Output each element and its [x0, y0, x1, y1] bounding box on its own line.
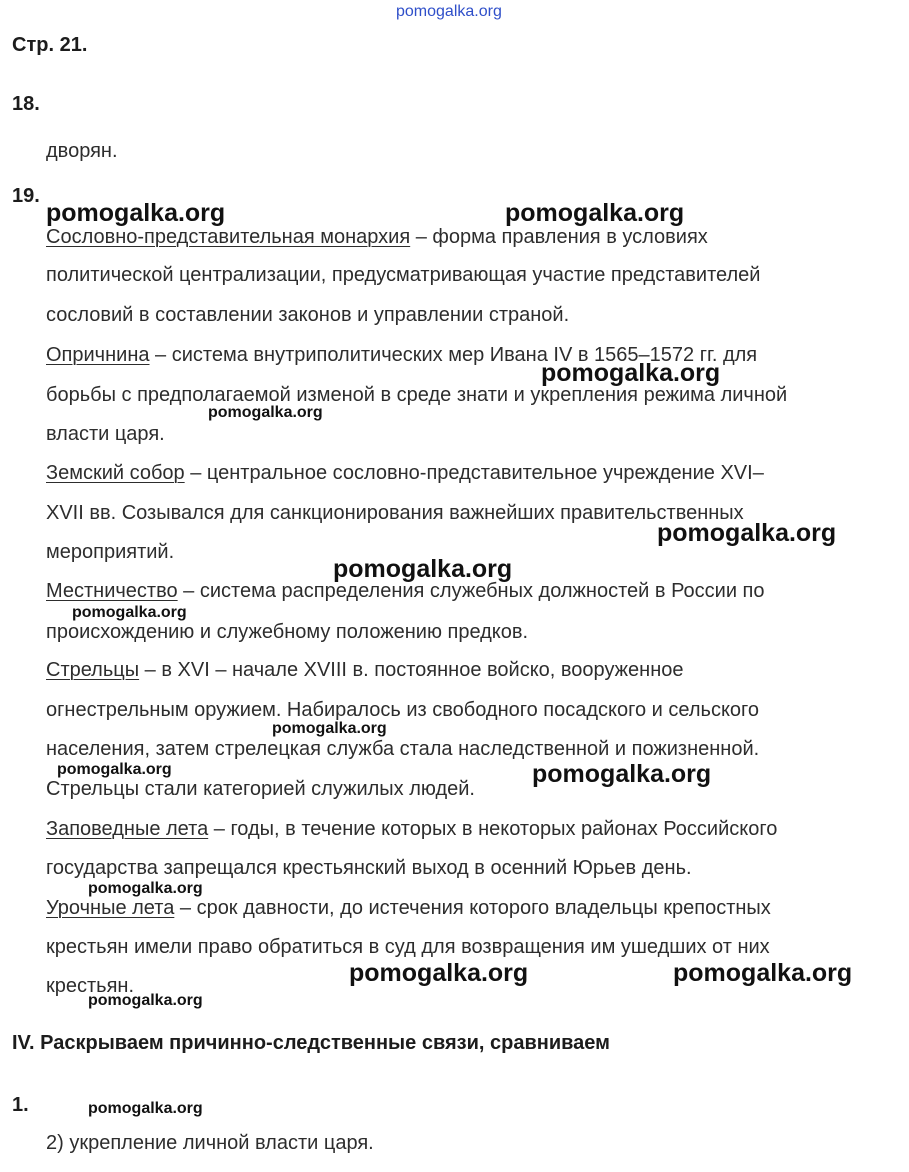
watermark: pomogalka.org: [272, 720, 387, 737]
definition-term: Местничество: [46, 580, 178, 602]
watermark: pomogalka.org: [349, 959, 529, 987]
definition-line: происхождению и служебному положению предков.: [46, 621, 529, 643]
definition-line: [46, 896, 771, 920]
definition-term: Опричнина: [46, 344, 150, 366]
definition-line: мероприятий.: [46, 541, 175, 563]
watermark: pomogalka.org: [88, 992, 203, 1009]
task-19-number: 19.: [12, 185, 40, 207]
definition-line: крестьян.: [46, 975, 135, 997]
definition-line: государства запрещался крестьянский выход в осенний Юрьев день.: [46, 857, 692, 879]
task-18-number: 18.: [12, 93, 40, 115]
watermark: pomogalka.org: [505, 199, 685, 227]
watermark: pomogalka.org: [46, 199, 226, 227]
definition-text: – система распределения служебных должностей в России по: [177, 580, 765, 602]
watermark: pomogalka.org: [88, 1100, 203, 1117]
definition-text: – система внутриполитических мер Ивана IV в 1565–1572 гг. для: [149, 344, 758, 366]
task-1-number: 1.: [12, 1094, 29, 1116]
definition-term: Заповедные лета: [46, 818, 209, 840]
definition-line: населения, затем стрелецкая служба стала наследственной и пожизненной.: [46, 738, 760, 760]
definition-line: Стрельцы стали категорией служилых людей.: [46, 778, 475, 800]
definition-term: Земский собор: [46, 462, 185, 484]
definition-line: власти царя.: [46, 423, 165, 445]
definition-term: Стрельцы: [46, 659, 140, 681]
watermark: pomogalka.org: [673, 959, 853, 987]
task-18-answer: дворян.: [46, 140, 118, 162]
page-heading: Стр. 21.: [12, 34, 88, 56]
section-heading: IV. Раскрываем причинно-следственные связи, сравниваем: [12, 1032, 610, 1054]
definition-line: [46, 225, 708, 249]
watermark: pomogalka.org: [532, 760, 712, 788]
definition-text: – форма правления в условиях: [410, 226, 708, 248]
definition-text: – центральное сословно-представительное учреждение XVI–: [184, 462, 764, 484]
watermark: pomogalka.org: [657, 519, 837, 547]
definition-text: – срок давности, до истечения которого владельцы крепостных: [174, 897, 771, 919]
definition-text: – в XVI – начале XVIII в. постоянное войско, вооруженное: [139, 659, 684, 681]
definition-line: политической централизации, предусматривающая участие представителей: [46, 264, 761, 286]
watermark: pomogalka.org: [57, 761, 172, 778]
watermark: pomogalka.org: [88, 880, 203, 897]
watermark: pomogalka.org: [208, 404, 323, 421]
definition-term: Сословно-представительная монархия: [46, 226, 411, 248]
definition-line: [46, 461, 764, 485]
watermark: pomogalka.org: [541, 359, 721, 387]
definition-line: огнестрельным оружием. Набиралось из свободного посадского и сельского: [46, 699, 760, 721]
definition-line: [46, 658, 684, 682]
definition-text: – годы, в течение которых в некоторых районах Российского: [208, 818, 778, 840]
watermark: pomogalka.org: [333, 555, 513, 583]
site-watermark: pomogalka.org: [396, 3, 502, 20]
definition-line: XVII вв. Созывался для санкционирования важнейших правительственных: [46, 502, 744, 524]
task-1-answer: 2) укрепление личной власти царя.: [46, 1132, 374, 1154]
definition-line: сословий в составлении законов и управлении страной.: [46, 304, 570, 326]
definition-line: крестьян имели право обратиться в суд для возвращения им ушедших от них: [46, 936, 770, 958]
watermark: pomogalka.org: [72, 604, 187, 621]
definition-term: Урочные лета: [46, 897, 175, 919]
definition-line: [46, 817, 777, 841]
definition-line: борьбы с предполагаемой изменой в среде знати и укрепления режима личной: [46, 384, 788, 406]
